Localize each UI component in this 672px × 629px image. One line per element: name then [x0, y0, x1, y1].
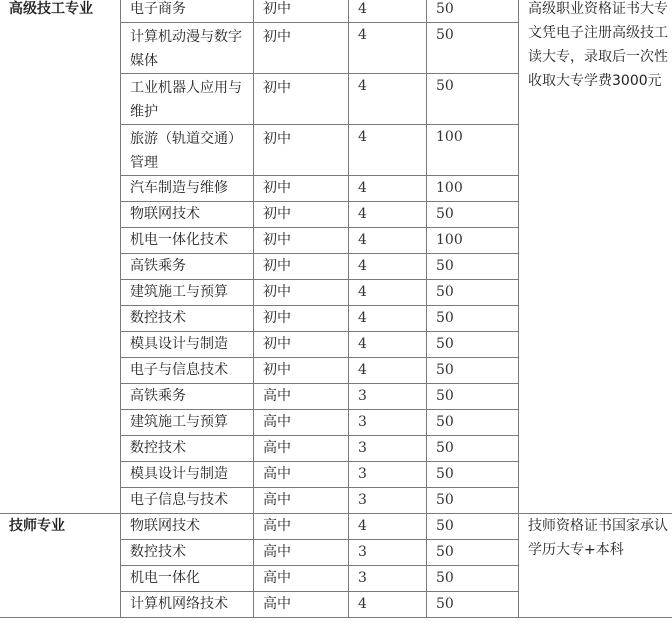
category-cell: 技师专业 [0, 514, 121, 618]
major-cell: 数控技术 [121, 540, 254, 566]
years-cell: 3 [349, 436, 427, 462]
quota-cell: 50 [427, 514, 519, 540]
quota-cell: 50 [427, 566, 519, 592]
years-cell: 4 [349, 176, 427, 202]
major-cell: 旅游（轨道交通）管理 [121, 125, 254, 176]
note-cell: 技师资格证书国家承认学历大专+本科 [519, 514, 672, 618]
years-cell: 4 [349, 125, 427, 176]
major-cell: 高铁乘务 [121, 384, 254, 410]
level-cell: 高中 [254, 410, 349, 436]
level-cell: 初中 [254, 228, 349, 254]
years-cell: 4 [349, 358, 427, 384]
major-cell: 建筑施工与预算 [121, 410, 254, 436]
level-cell: 高中 [254, 462, 349, 488]
level-cell: 初中 [254, 254, 349, 280]
years-cell: 4 [349, 23, 427, 74]
quota-cell: 50 [427, 74, 519, 125]
major-cell: 数控技术 [121, 436, 254, 462]
years-cell: 3 [349, 488, 427, 514]
level-cell: 高中 [254, 514, 349, 540]
years-cell: 3 [349, 540, 427, 566]
table-row [0, 0, 672, 23]
years-cell: 4 [349, 228, 427, 254]
quota-cell: 50 [427, 540, 519, 566]
level-cell: 初中 [254, 280, 349, 306]
level-cell: 初中 [254, 74, 349, 125]
years-cell: 4 [349, 332, 427, 358]
years-cell: 4 [349, 514, 427, 540]
major-cell: 数控技术 [121, 306, 254, 332]
level-cell: 初中 [254, 202, 349, 228]
years-cell: 3 [349, 384, 427, 410]
major-cell: 机电一体化技术 [121, 228, 254, 254]
quota-cell: 50 [427, 436, 519, 462]
quota-cell: 50 [427, 462, 519, 488]
major-cell: 电子商务 [121, 0, 254, 23]
years-cell: 4 [349, 0, 427, 23]
level-cell: 高中 [254, 592, 349, 618]
quota-cell: 50 [427, 23, 519, 74]
quota-cell: 50 [427, 410, 519, 436]
quota-cell: 50 [427, 592, 519, 618]
quota-cell: 50 [427, 384, 519, 410]
years-cell: 4 [349, 306, 427, 332]
level-cell: 初中 [254, 23, 349, 74]
major-cell: 汽车制造与维修 [121, 176, 254, 202]
level-cell: 初中 [254, 0, 349, 23]
table-row [0, 514, 672, 540]
major-cell: 建筑施工与预算 [121, 280, 254, 306]
major-cell: 计算机动漫与数字媒体 [121, 23, 254, 74]
major-cell: 机电一体化 [121, 566, 254, 592]
years-cell: 4 [349, 592, 427, 618]
quota-cell: 100 [427, 228, 519, 254]
level-cell: 初中 [254, 176, 349, 202]
quota-cell: 50 [427, 202, 519, 228]
years-cell: 4 [349, 202, 427, 228]
quota-cell: 50 [427, 332, 519, 358]
years-cell: 3 [349, 462, 427, 488]
major-cell: 物联网技术 [121, 202, 254, 228]
level-cell: 高中 [254, 488, 349, 514]
years-cell: 4 [349, 280, 427, 306]
quota-cell: 50 [427, 306, 519, 332]
level-cell: 初中 [254, 358, 349, 384]
level-cell: 初中 [254, 306, 349, 332]
level-cell: 高中 [254, 566, 349, 592]
category-cell: 高级技工专业 [0, 0, 121, 514]
quota-cell: 50 [427, 358, 519, 384]
years-cell: 3 [349, 410, 427, 436]
level-cell: 初中 [254, 125, 349, 176]
note-cell: 高级职业资格证书大专文凭电子注册高级技工读大专，录取后一次性收取大专学费3000元 [519, 0, 672, 514]
level-cell: 高中 [254, 540, 349, 566]
level-cell: 高中 [254, 384, 349, 410]
quota-cell: 50 [427, 254, 519, 280]
major-cell: 模具设计与制造 [121, 332, 254, 358]
years-cell: 4 [349, 254, 427, 280]
quota-cell: 50 [427, 488, 519, 514]
quota-cell: 100 [427, 176, 519, 202]
major-cell: 工业机器人应用与维护 [121, 74, 254, 125]
major-cell: 物联网技术 [121, 514, 254, 540]
quota-cell: 50 [427, 280, 519, 306]
years-cell: 4 [349, 74, 427, 125]
level-cell: 高中 [254, 436, 349, 462]
major-cell: 电子与信息技术 [121, 358, 254, 384]
quota-cell: 100 [427, 125, 519, 176]
years-cell: 3 [349, 566, 427, 592]
major-cell: 计算机网络技术 [121, 592, 254, 618]
major-cell: 模具设计与制造 [121, 462, 254, 488]
level-cell: 初中 [254, 332, 349, 358]
major-cell: 电子信息与技术 [121, 488, 254, 514]
major-cell: 高铁乘务 [121, 254, 254, 280]
quota-cell: 50 [427, 0, 519, 23]
